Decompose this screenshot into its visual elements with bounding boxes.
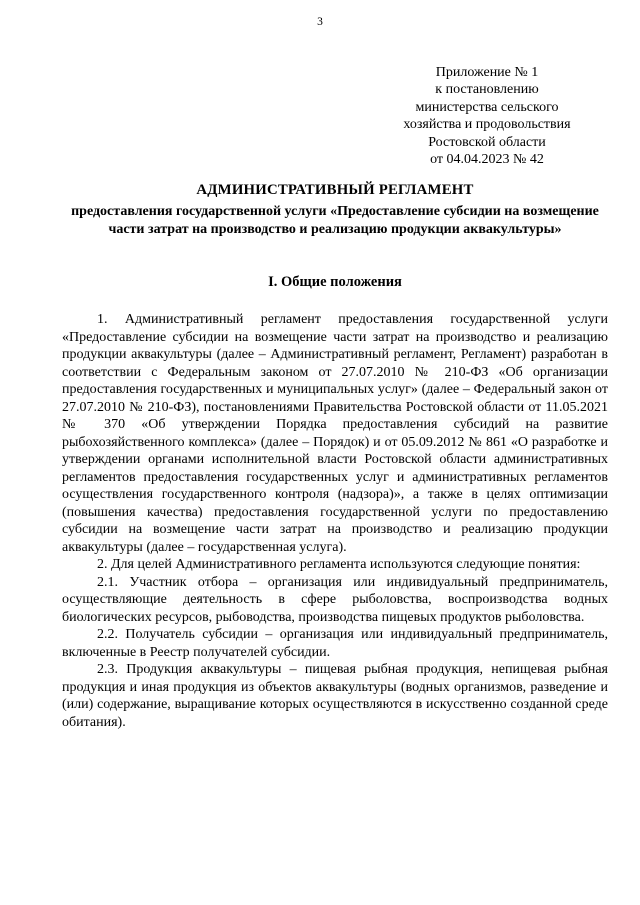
appendix-line: хозяйства и продовольствия <box>403 117 571 133</box>
section-heading: I. Общие положения <box>268 274 402 290</box>
appendix-line: Приложение № 1 <box>435 65 539 80</box>
document-body <box>62 311 608 731</box>
paragraph-2-3: 2.3. Продукция аквакультуры – пищевая рыбная продукция, непищевая рыбная продукция и иная продукция из объектов аквакультуры (водных организмов, разведение и (или) содержание, выращивание которых осуществляются в искусственно созданной среде обитания). <box>62 662 608 730</box>
appendix-line: Ростовской области <box>428 134 546 150</box>
paragraph-2: 2. Для целей Административного регламента используются следующие понятия: <box>97 557 581 572</box>
appendix-block <box>400 64 574 168</box>
page-number: 3 <box>317 16 323 28</box>
title-main: АДМИНИСТРАТИВНЫЙ РЕГЛАМЕНТ <box>196 182 474 198</box>
appendix-line: от 04.04.2023 № 42 <box>430 152 544 168</box>
appendix-line: министерства сельского <box>415 99 559 115</box>
paragraph-1: 1. Административный регламент предоставления государственной услуги «Предоставление субсидии на возмещение части затрат на производство и реализацию продукции аквакультуры (далее – Административный регламент, Регламент) разработан в соответствии с Федеральным законом от 27.07.2010 № 210-ФЗ «Об организации предоставления государственных и муниципальных услуг» (далее – Федеральный закон от 27.07.2010 № 210-ФЗ), постановлениями Правительства Ростовской области от 11.05.2021 № 370 «Об утверждении Порядка предоставления субсидий на развитие рыбохозяйственного комплекса» (далее – Порядок) и от 05.09.2012 № 861 «О разработке и утверждении органами исполнительной власти Ростовской области административных регламентов предоставления государственных услуг и административных регламентов осуществления государственного контроля (надзора)», а также в целях оптимизации (повышения качества) предоставления государственной услуги по предоставлению субсидии на возмещение части затрат на производство и реализацию продукции аквакультуры (далее – государственная услуга). <box>62 312 608 555</box>
paragraph-2-2: 2.2. Получатель субсидии – организация или индивидуальный предприниматель, включенные в Реестр получателей субсидии. <box>62 627 608 660</box>
title-subtitle: предоставления государственной услуги «Предоставление субсидии на возмещение части затрат на производство и реализацию продукции аквакультуры» <box>71 204 599 237</box>
document-title <box>62 181 608 239</box>
paragraph-2-1: 2.1. Участник отбора – организация или индивидуальный предприниматель, осуществляющие деятельность в сфере рыболовства, воспроизводства водных биологических ресурсов, рыбоводства, производства пищевых продуктов рыболовства. <box>62 574 608 625</box>
appendix-line: к постановлению <box>435 82 539 98</box>
